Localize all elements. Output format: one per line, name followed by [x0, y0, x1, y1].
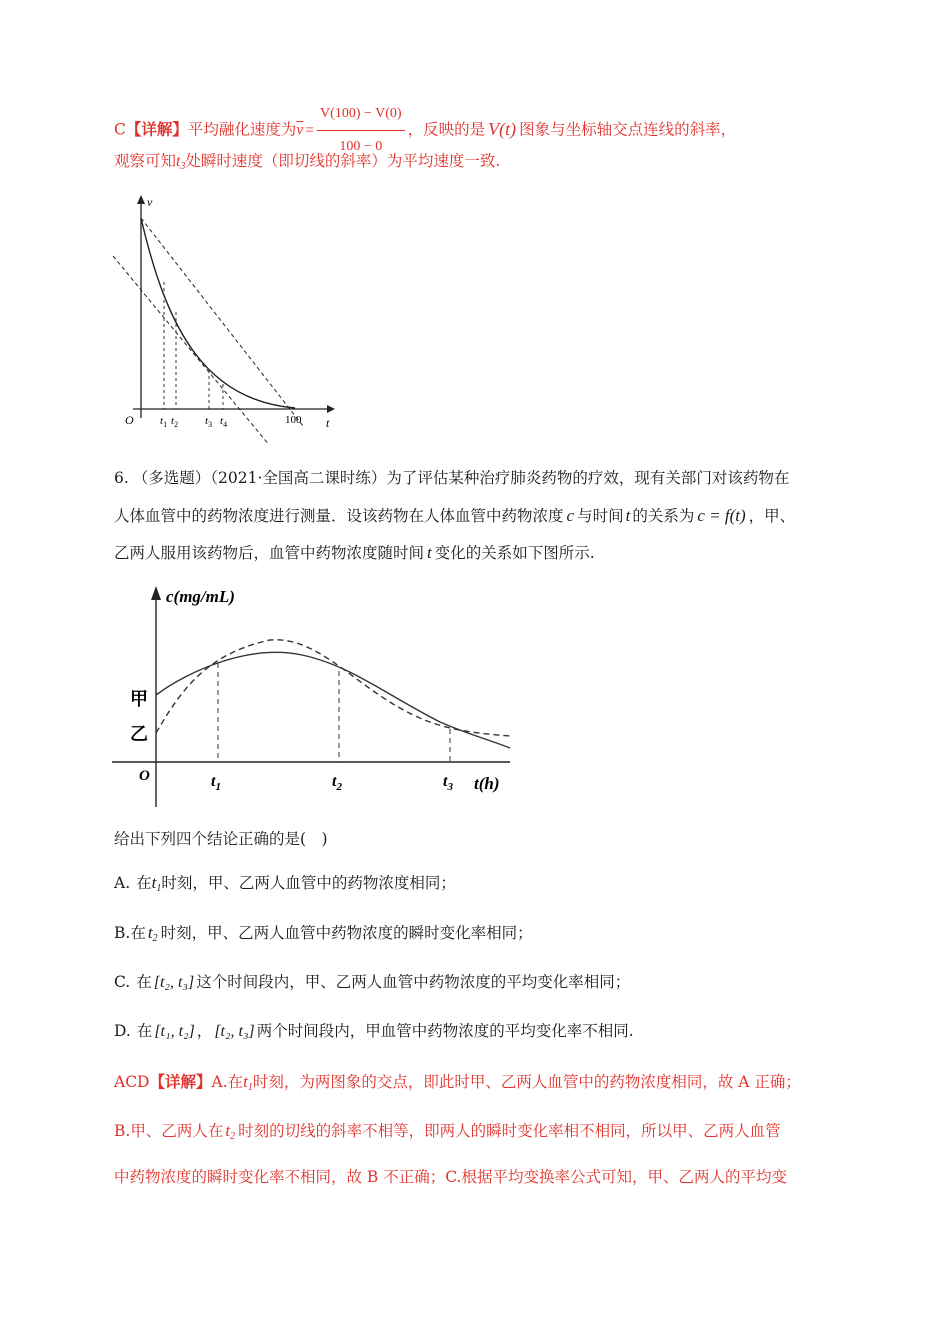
- formula-lhs: $\overline{v}$: [296, 121, 304, 139]
- answer5-line1: C【详解】平均融化速度为$\overline{v}$ = $\frac{V(100) - V(0)}{100 - 0}$ ，反映的是 V(t) 图象与坐标轴交点连线的斜率，: [114, 99, 736, 162]
- question6-line1: 6. （多选题）（2021·全国高二课时练）为了评估某种治疗肺炎药物的疗效，现有关部门对该药物在: [114, 469, 790, 487]
- question6-prompt: 给出下列四个结论正确的是( ): [114, 830, 328, 848]
- detail-tag: 【详解】: [149, 1072, 212, 1091]
- y-axis-label: c(mg/mL): [166, 587, 235, 606]
- answer6-line2: B.甲、乙两人在 $t_2$ 时刻的切线的斜率不相等，即两人的瞬时变化率相不相同，所以甲、乙两人血管: [114, 1121, 781, 1142]
- detail-tag: 【详解】: [125, 119, 188, 139]
- answer-label: C: [114, 120, 126, 139]
- average-rate-formula: $\frac{V(100) - V(0)}{100 - 0}$: [317, 99, 405, 162]
- tick-t1: $t_1$: [160, 415, 168, 429]
- x-axis-label: t(h): [474, 774, 500, 793]
- y-axis-arrow: [151, 586, 161, 600]
- question-number: 6.: [114, 469, 129, 487]
- tick-t2: $t_2$: [332, 773, 342, 793]
- question6-line2: 人体血管中的药物浓度进行测量．设该药物在人体血管中药物浓度 c 与时间 t 的关系为 c = f(t) ，甲、: [114, 506, 796, 525]
- label-jia: 甲: [130, 689, 148, 709]
- secant-line: [141, 218, 303, 426]
- origin-label: O: [139, 768, 150, 784]
- concentration-time-graph: [110, 582, 520, 812]
- velocity-time-graph: [105, 190, 345, 445]
- y-axis-arrow: [137, 195, 145, 204]
- option-d: D. 在 [t₁, t₂] ， [t₂, t₃] 两个时间段内，甲血管中药物浓度的平均变化率不相同.: [114, 1022, 634, 1040]
- tick-100: 100: [285, 414, 302, 426]
- question6-line3: 乙两人服用该药物后，血管中药物浓度随时间 t 变化的关系如下图所示.: [114, 543, 595, 562]
- option-b: B.在 $t_2$ 时刻，甲、乙两人血管中药物浓度的瞬时变化率相同；: [114, 923, 533, 944]
- curve-yi: [156, 640, 510, 736]
- answer-label: ACD: [114, 1073, 150, 1091]
- option-c: C. 在 [t₂, t₃] 这个时间段内，甲、乙两人血管中药物浓度的平均变化率相同；: [114, 973, 631, 991]
- option-a: A. 在$t_1$时刻，甲、乙两人血管中的药物浓度相同；: [114, 873, 456, 894]
- tick-t1: $t_1$: [211, 773, 221, 793]
- label-yi: 乙: [130, 724, 148, 744]
- tangent-line: [113, 256, 270, 445]
- answer5-line2: 观察可知$t_3$处瞬时速度（即切线的斜率）为平均速度一致.: [114, 152, 501, 172]
- x-axis-label: t: [326, 416, 330, 430]
- tick-t2: $t_2$: [171, 415, 179, 429]
- answer6-line1: ACD【详解】A.在$t_1$时刻，为两图象的交点，即此时甲、乙两人血管中的药物浓度相同，故 A 正确；: [114, 1072, 801, 1093]
- x-axis-arrow: [327, 405, 335, 413]
- function-v-t: V(t): [488, 118, 517, 139]
- tick-t3: $t_3$: [443, 773, 453, 793]
- tick-t3: $t_3$: [205, 415, 213, 429]
- origin-label: O: [125, 413, 134, 427]
- answer6-line3: 中药物浓度的瞬时变化率不相同，故 B 不正确；C.根据平均变换率公式可知，甲、乙两人的平均变: [114, 1168, 787, 1186]
- y-axis-label: v: [147, 195, 153, 209]
- tick-t4: $t_4$: [220, 415, 228, 429]
